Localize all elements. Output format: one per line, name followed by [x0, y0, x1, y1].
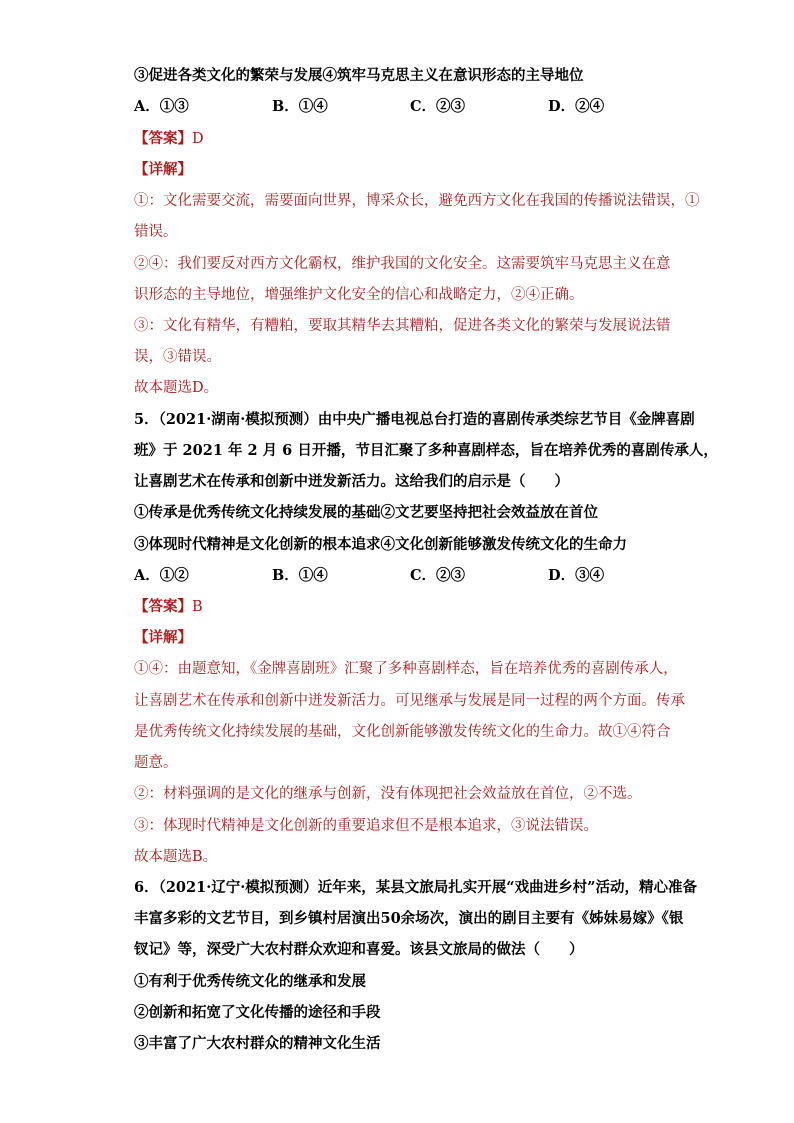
- q4-detail-line-6: 误，③错误。: [134, 349, 221, 365]
- q6-statement-line-3: ③丰富了广大农村群众的精神文化生活: [134, 1035, 381, 1052]
- q5-detail-tag: 【详解】: [134, 629, 192, 646]
- q5-detail-line-3: 是优秀传统文化持续发展的基础，文化创新能够激发传统文化的生命力。故①④符合: [134, 724, 671, 740]
- q4-answer-tag: 【答案】: [134, 130, 192, 147]
- q5-detail-line-6: ③：体现时代精神是文化创新的重要追求但不是根本追求，③说法错误。: [134, 818, 598, 834]
- q5-option-b: B．①④: [272, 567, 328, 584]
- q4-answer: [134, 129, 204, 149]
- q4-detail-line-5: ③：文化有精华，有糟粕，要取其精华去其糟粕，促进各类文化的繁荣与发展说法错: [134, 318, 671, 334]
- q4-detail-line-3: ②④：我们要反对西方文化霸权，维护我国的文化安全。这需要筑牢马克思主义在意: [134, 256, 671, 272]
- q4-detail-line-1: ①：文化需要交流，需要面向世界，博采众长，避免西方文化在我国的传播说法错误，①: [134, 193, 700, 209]
- q5-conclusion: 故本题选B。: [134, 849, 218, 865]
- q6-statement-line-1: ①有利于优秀传统文化的继承和发展: [134, 973, 366, 990]
- q4-option-d: D．②④: [548, 98, 605, 115]
- q6-statement-line-2: ②创新和拓宽了文化传播的途径和手段: [134, 1004, 381, 1021]
- q6-stem-line-2: 丰富多彩的文艺节目，到乡镇村居演出50余场次，演出的剧目主要有《姊妹易嫁》《银: [134, 910, 684, 927]
- q6-stem-line-3: 钗记》等，深受广大农村群众欢迎和喜爱。该县文旅局的做法（ ）: [134, 941, 584, 958]
- q4-option-a: A．①③: [134, 98, 189, 115]
- q5-stem-line-2: 班》于 2021 年 2 月 6 日开播，节目汇聚了多种喜剧样态，旨在培养优秀的喜剧传承人，: [134, 442, 718, 459]
- q4-detail-tag: 【详解】: [134, 161, 192, 178]
- q5-detail-line-4: 题意。: [134, 755, 178, 771]
- q5-option-c: C．②③: [410, 567, 466, 584]
- q5-statement-line-2: ③体现时代精神是文化创新的根本追求④文化创新能够激发传统文化的生命力: [134, 536, 627, 553]
- q5-stem-line-3: 让喜剧艺术在传承和创新中迸发新活力。这给我们的启示是（ ）: [134, 473, 569, 490]
- q4-conclusion: 故本题选D。: [134, 380, 219, 396]
- q5-detail-line-5: ②：材料强调的是文化的继承与创新，没有体现把社会效益放在首位，②不选。: [134, 786, 642, 802]
- q4-detail-line-2: 错误。: [134, 224, 178, 240]
- q5-answer-tag: 【答案】: [134, 598, 192, 615]
- q4-option-c: C．②③: [410, 98, 466, 115]
- q5-detail-line-1: ①④：由题意知，《金牌喜剧班》汇聚了多种喜剧样态，旨在培养优秀的喜剧传承人，: [134, 661, 678, 677]
- q5-stem-line-1: 5．（2021·湖南·模拟预测）由中央广播电视总台打造的喜剧传承类综艺节目《金牌喜剧: [134, 411, 695, 428]
- q5-option-a: A．①②: [134, 567, 189, 584]
- q5-answer-value: B: [192, 599, 203, 615]
- q5-option-d: D．③④: [548, 567, 605, 584]
- q4-answer-value: D: [192, 131, 204, 147]
- q4-option-b: B．①④: [272, 98, 328, 115]
- q5-statement-line-1: ①传承是优秀传统文化持续发展的基础②文艺要坚持把社会效益放在首位: [134, 504, 598, 521]
- q6-stem-line-1: 6．（2021·辽宁·模拟预测）近年来，某县文旅局扎实开展“戏曲进乡村”活动，精心准备: [134, 879, 697, 896]
- q4-statement-line: ③促进各类文化的繁荣与发展④筑牢马克思主义在意识形态的主导地位: [134, 67, 584, 84]
- q4-detail-line-4: 识形态的主导地位，增强维护文化安全的信心和战略定力，②④正确。: [134, 287, 584, 303]
- q5-detail-line-2: 让喜剧艺术在传承和创新中迸发新活力。可见继承与发展是同一过程的两个方面。传承: [134, 693, 685, 709]
- q5-answer: [134, 597, 203, 617]
